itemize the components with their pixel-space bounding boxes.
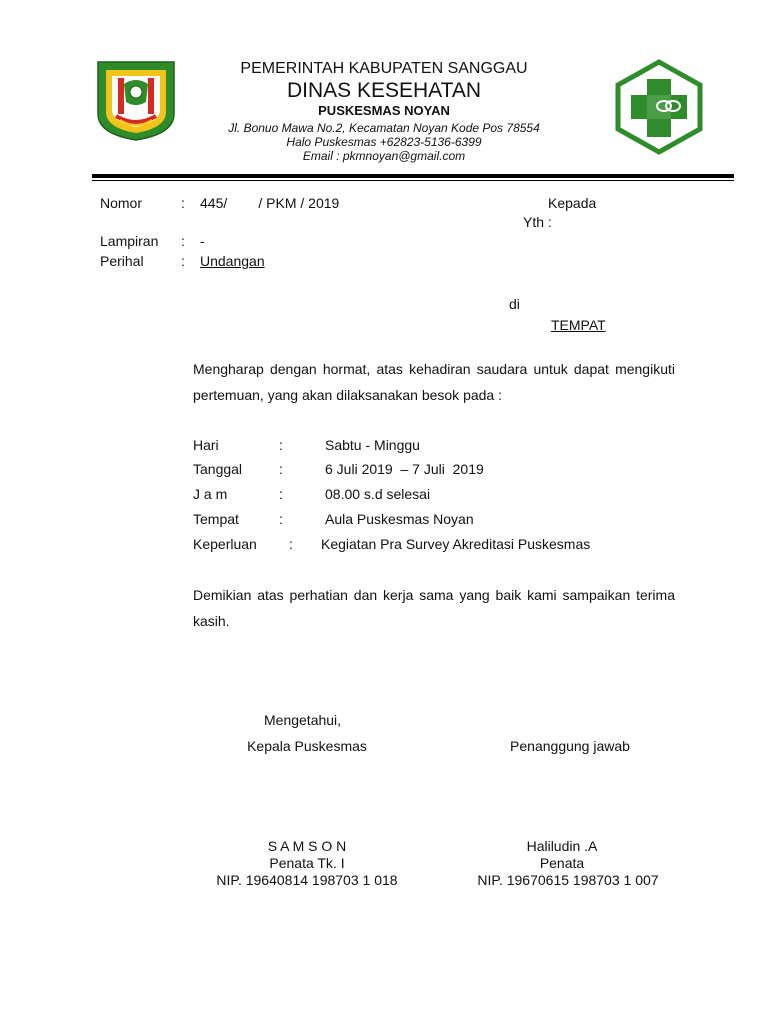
kepada-label: Kepada	[548, 195, 597, 211]
perihal-colon: :	[181, 253, 185, 269]
department-name: DINAS KESEHATAN	[286, 79, 482, 102]
nomor-colon: :	[181, 195, 185, 211]
detail-label-hari: Hari	[193, 437, 219, 453]
letterhead-rule-thick	[92, 174, 734, 178]
lampiran-colon: :	[181, 233, 185, 249]
detail-value-jam: 08.00 s.d selesai	[325, 486, 431, 502]
phone-line: Halo Puskesmas +62823-5136-6399	[286, 135, 482, 149]
detail-value-tanggal: 6 Juli 2019 – 7 Juli 2019	[325, 461, 484, 477]
closing-paragraph: Demikian atas perhatian dan kerja sama yang baik kami sampaikan terima kasih.	[193, 587, 675, 629]
government-name: PEMERINTAH KABUPATEN SANGGAU	[240, 60, 528, 77]
detail-colon: :	[289, 536, 293, 552]
puskesmas-cross-icon	[614, 59, 704, 155]
tempat-label: TEMPAT	[551, 317, 606, 333]
detail-label-keperluan: Keperluan	[193, 536, 257, 552]
detail-colon: :	[279, 486, 283, 502]
detail-colon: :	[279, 511, 283, 527]
perihal-label: Perihal	[100, 253, 144, 269]
left-signer-title: Kepala Puskesmas	[247, 738, 367, 754]
left-signer-name: S A M S O N	[267, 838, 347, 854]
nomor-label: Nomor	[100, 195, 143, 211]
detail-colon: :	[279, 437, 283, 453]
letterhead-rule-thin	[92, 180, 734, 181]
opening-paragraph: Mengharap dengan hormat, atas kehadiran saudara untuk dapat mengikuti pertemuan, yang akan dilaksanakan besok pada :	[193, 361, 675, 403]
detail-label-jam: J a m	[193, 486, 228, 502]
lampiran-label: Lampiran	[100, 233, 159, 249]
mengetahui-label: Mengetahui,	[264, 712, 342, 728]
di-label: di	[509, 296, 520, 312]
lampiran-value: -	[200, 233, 205, 249]
detail-value-hari: Sabtu - Minggu	[325, 437, 420, 453]
right-signer-name: Haliludin .A	[526, 838, 598, 854]
unit-name: PUSKESMAS NOYAN	[318, 103, 450, 118]
left-signer-rank: Penata Tk. I	[269, 855, 345, 871]
nomor-value: 445/ / PKM / 2019	[200, 195, 340, 211]
address-line: Jl. Bonuo Mawa No.2, Kecamatan Noyan Kode Pos 78554	[228, 121, 540, 135]
right-signer-rank: Penata	[539, 855, 585, 871]
detail-value-keperluan: Kegiatan Pra Survey Akreditasi Puskesmas	[321, 536, 591, 552]
detail-label-tanggal: Tanggal	[193, 461, 243, 477]
detail-label-tempat: Tempat	[193, 511, 239, 527]
yth-label: Yth :	[523, 214, 552, 230]
detail-colon: :	[279, 461, 283, 477]
email-line: Email : pkmnoyan@gmail.com	[302, 149, 466, 163]
left-signer-nip: NIP. 19640814 198703 1 018	[216, 872, 398, 888]
right-signer-nip: NIP. 19670615 198703 1 007	[477, 872, 659, 888]
sanggau-regency-emblem-icon	[94, 58, 178, 142]
perihal-value: Undangan	[200, 253, 265, 269]
right-signer-title: Penanggung jawab	[510, 738, 630, 754]
detail-value-tempat: Aula Puskesmas Noyan	[325, 511, 474, 527]
